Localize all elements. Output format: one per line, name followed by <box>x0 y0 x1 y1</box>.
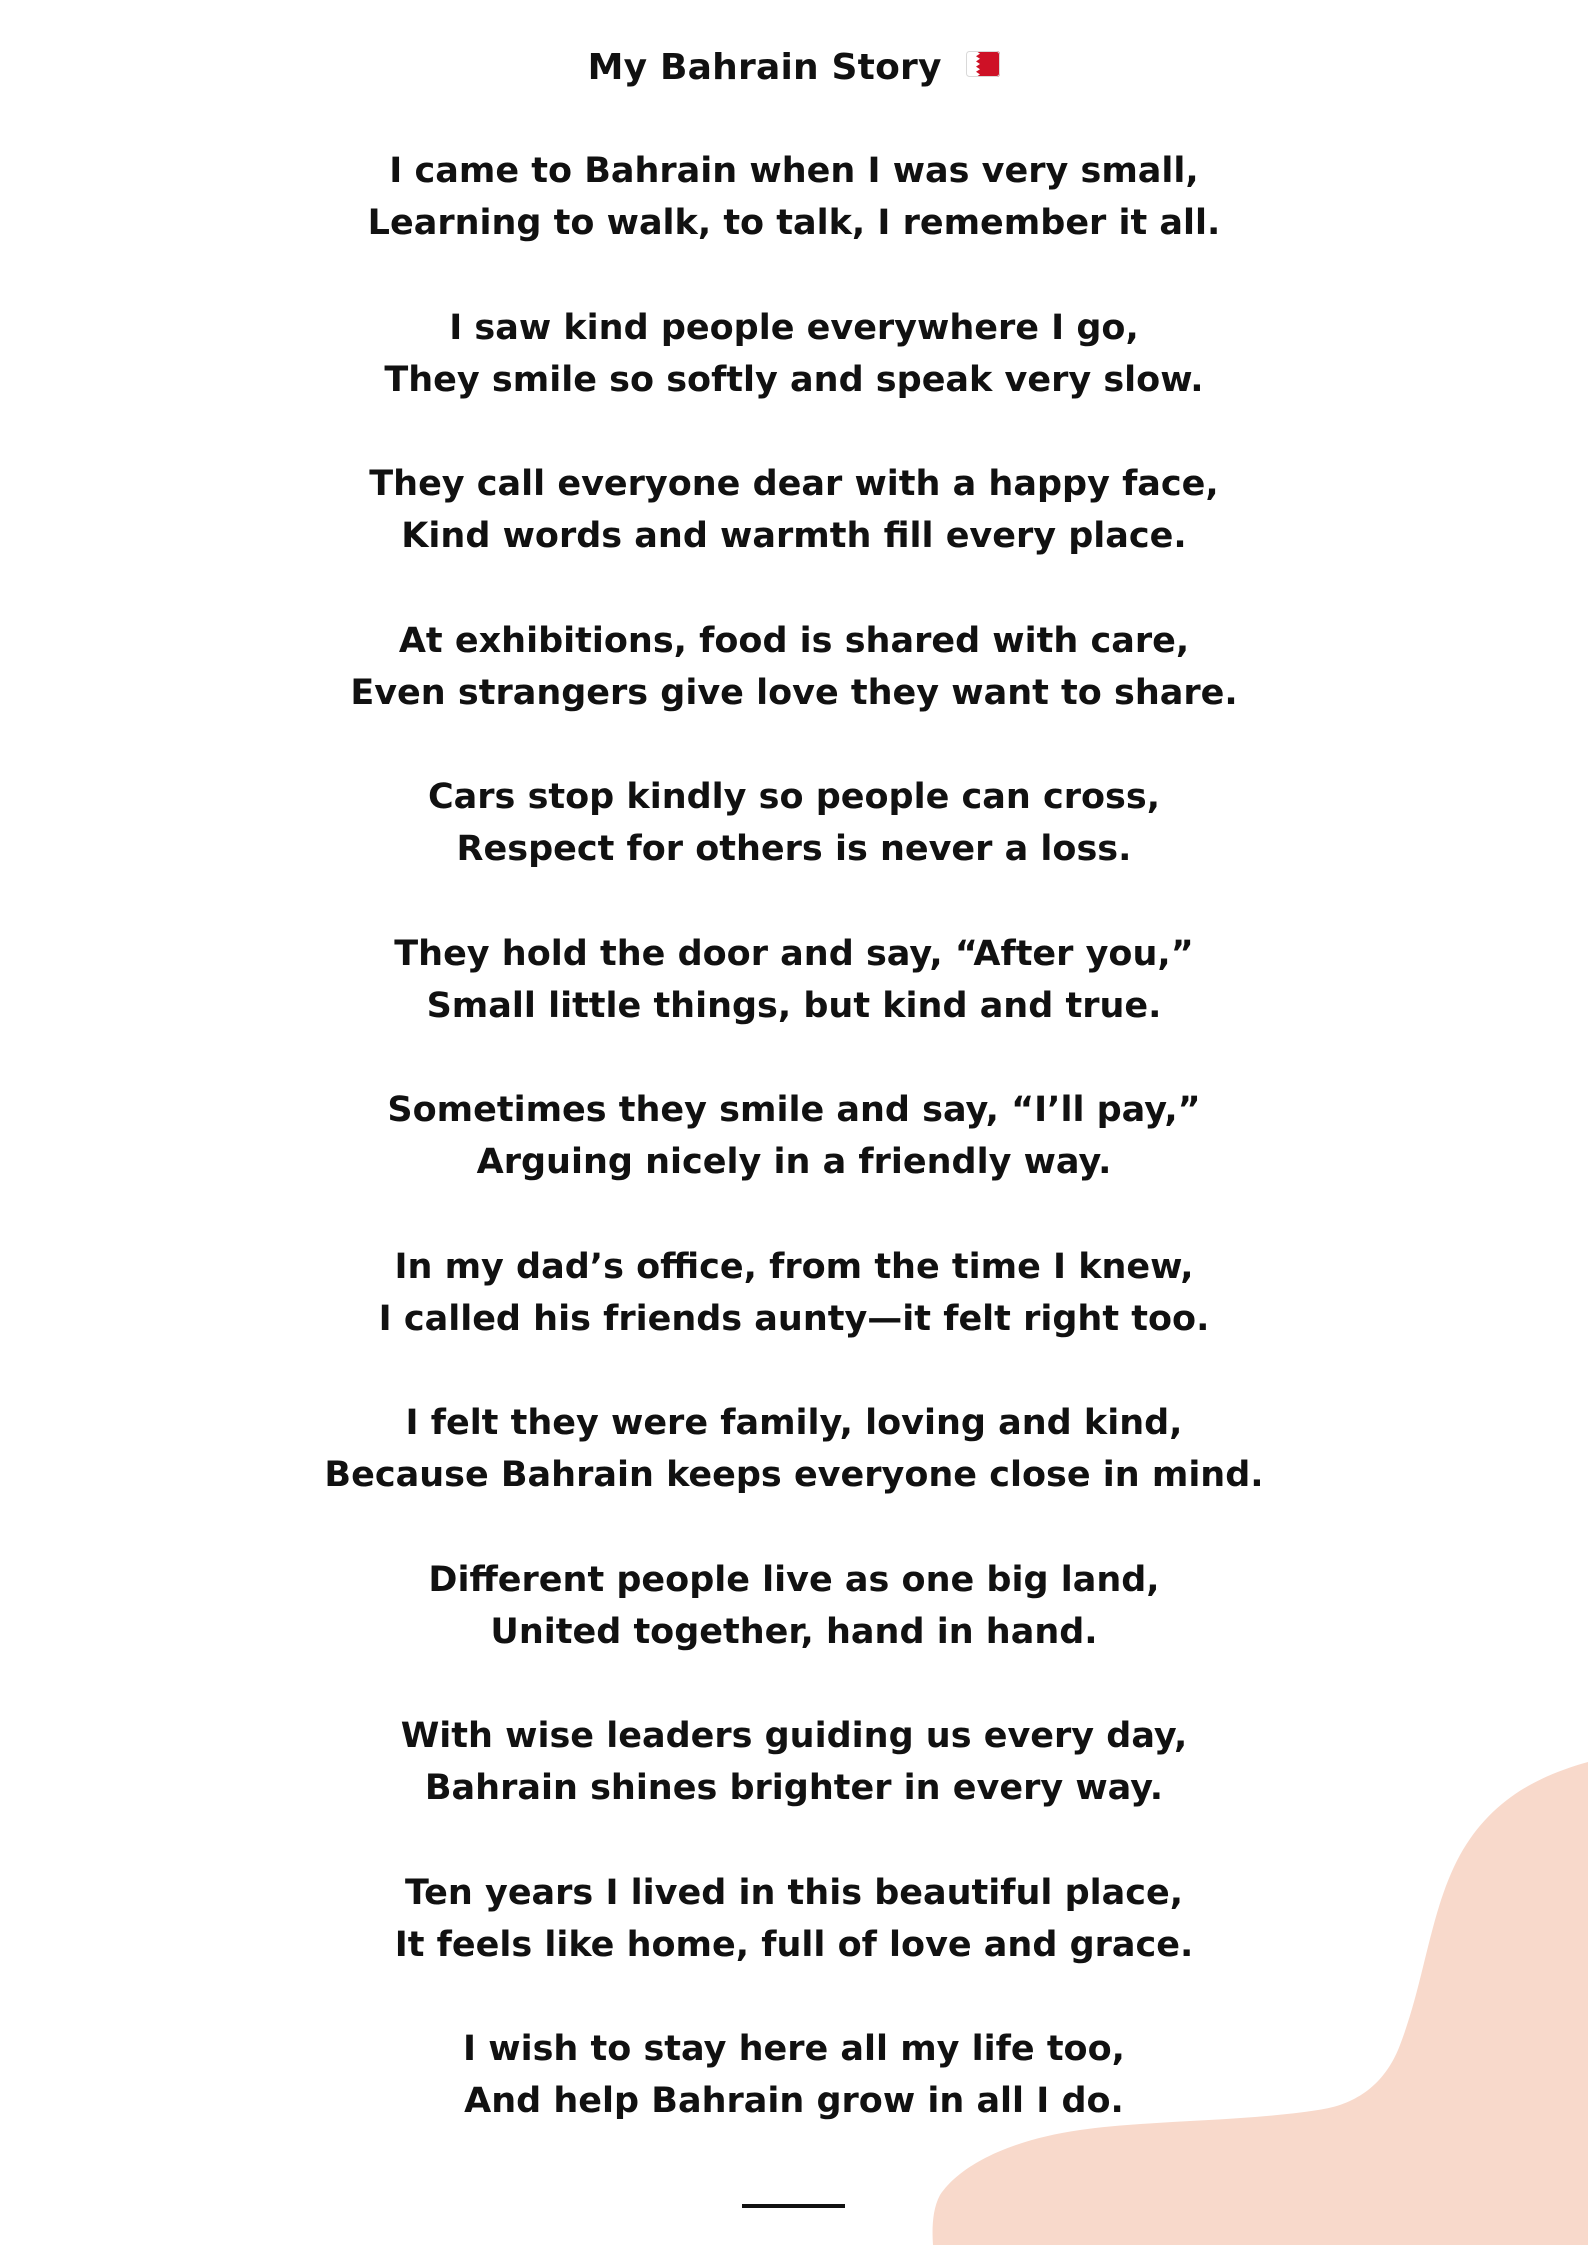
poem-line: Respect for others is never a loss. <box>456 829 1132 869</box>
stanza-10 <box>0 1554 1588 1658</box>
poem-line: In my dad’s office, from the time I knew, <box>394 1247 1194 1287</box>
stanza-7 <box>0 1084 1588 1188</box>
poem-line: I saw kind people everywhere I go, <box>449 308 1139 348</box>
poem-line: Even strangers give love they want to share. <box>350 673 1238 713</box>
stanza-1 <box>0 145 1588 249</box>
stanza-9 <box>0 1397 1588 1501</box>
stanza-6 <box>0 928 1588 1032</box>
stanza-4 <box>0 615 1588 719</box>
poem-line: They smile so softly and speak very slow. <box>384 360 1204 400</box>
bahrain-flag-icon <box>966 40 1000 92</box>
poem-line: Ten years I lived in this beautiful place, <box>404 1873 1184 1913</box>
stanza-8 <box>0 1241 1588 1345</box>
poem-line: I called his friends aunty—it felt right too. <box>378 1299 1210 1339</box>
poem-line: Learning to walk, to talk, I remember it all. <box>367 203 1221 243</box>
stanza-3 <box>0 458 1588 562</box>
poem-line: Different people live as one big land, <box>428 1560 1160 1600</box>
poem-line: United together, hand in hand. <box>490 1612 1098 1652</box>
poem-line: They call everyone dear with a happy face, <box>369 464 1219 504</box>
poem-title <box>0 42 1588 94</box>
poem-line: And help Bahrain grow in all I do. <box>464 2081 1124 2121</box>
bottom-divider <box>742 2204 845 2208</box>
poem-line: Because Bahrain keeps everyone close in mind. <box>324 1455 1264 1495</box>
poem-line: Kind words and warmth fill every place. <box>401 516 1187 556</box>
poem-line: Bahrain shines brighter in every way. <box>424 1768 1164 1808</box>
stanza-5 <box>0 771 1588 875</box>
stanza-13 <box>0 2023 1588 2127</box>
poem-line: Sometimes they smile and say, “I’ll pay,” <box>387 1090 1201 1130</box>
stanza-11 <box>0 1710 1588 1814</box>
poem-line: I came to Bahrain when I was very small, <box>389 151 1199 191</box>
poem-line: I wish to stay here all my life too, <box>463 2029 1125 2069</box>
poem-line: Arguing nicely in a friendly way. <box>476 1142 1112 1182</box>
poem-line: They hold the door and say, “After you,” <box>394 934 1194 974</box>
poem-line: It feels like home, full of love and grace. <box>394 1925 1194 1965</box>
poem-line: I felt they were family, loving and kind, <box>405 1403 1183 1443</box>
poem-line: At exhibitions, food is shared with care, <box>398 621 1190 661</box>
poem-line: With wise leaders guiding us every day, <box>400 1716 1188 1756</box>
stanza-12 <box>0 1867 1588 1971</box>
poem-title-text: My Bahrain Story <box>587 47 942 88</box>
poem-line: Small little things, but kind and true. <box>426 986 1162 1026</box>
poem-line: Cars stop kindly so people can cross, <box>427 777 1161 817</box>
stanza-2 <box>0 302 1588 406</box>
